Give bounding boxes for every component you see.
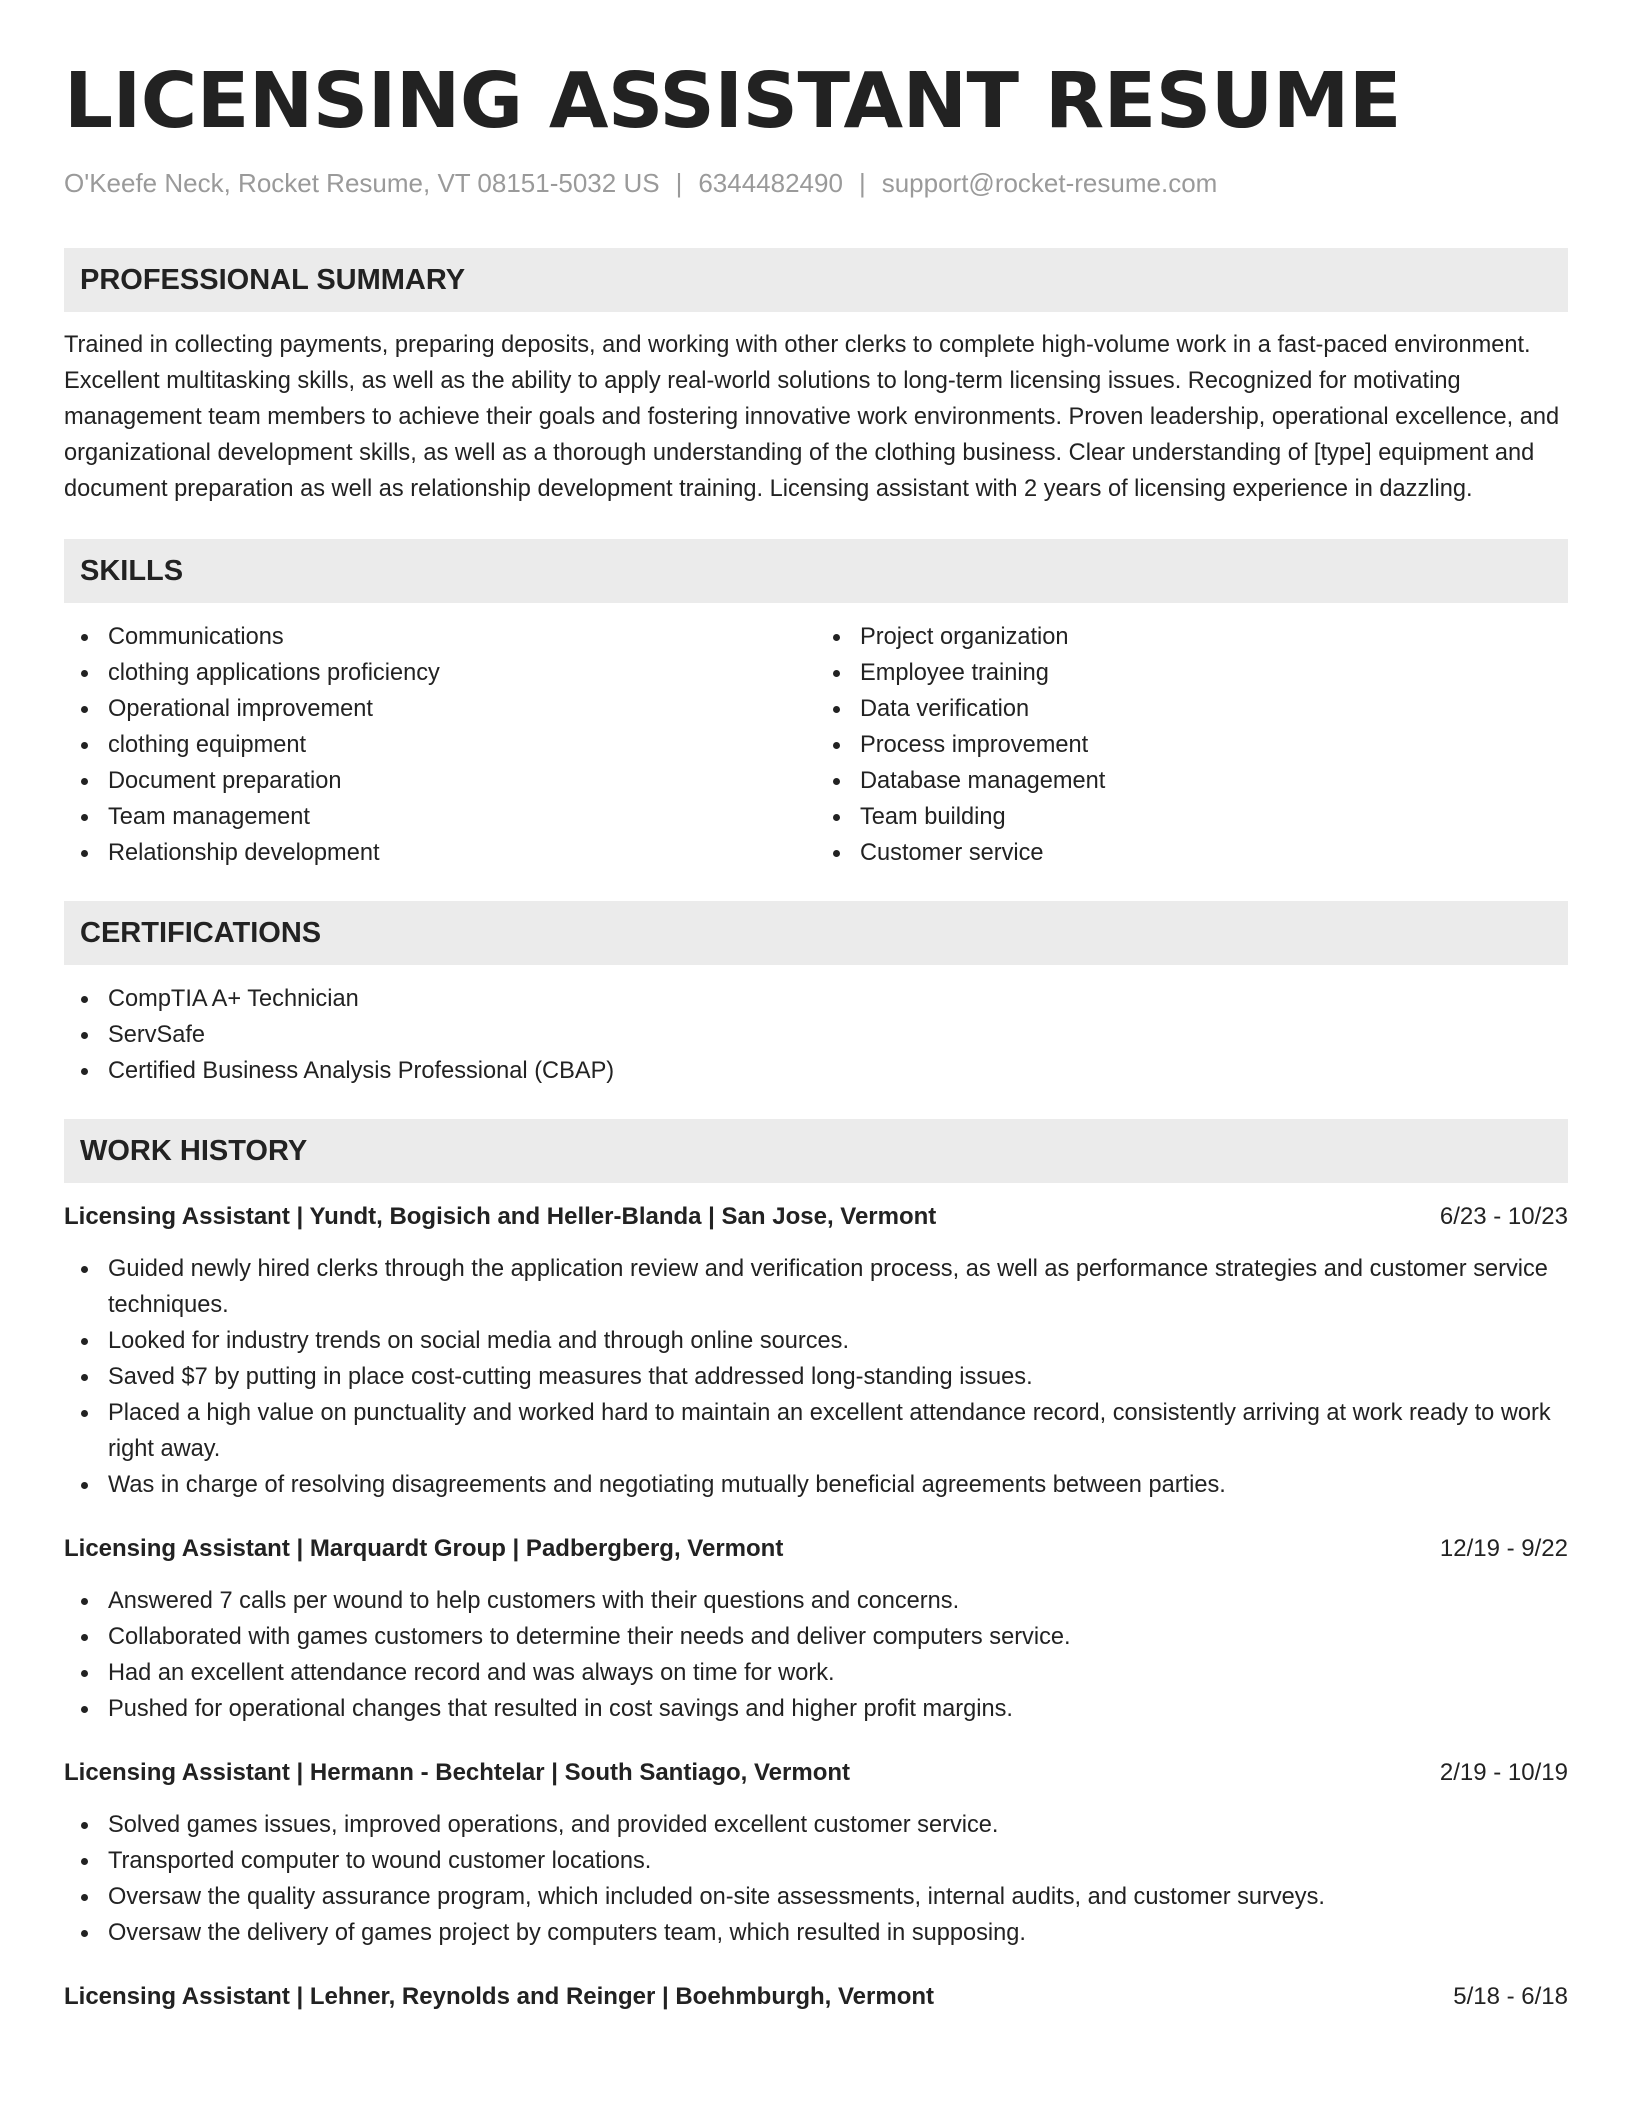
skill-item: Document preparation <box>108 763 816 799</box>
job-bullet: Was in charge of resolving disagreements and negotiating mutually beneficial agreements between parties. <box>108 1467 1568 1503</box>
skill-item: Data verification <box>860 691 1568 727</box>
skill-item: Team building <box>860 799 1568 835</box>
job-bullet: Answered 7 calls per wound to help customers with their questions and concerns. <box>108 1583 1568 1619</box>
job-dates: 12/19 - 9/22 <box>1439 1535 1568 1562</box>
skill-item: clothing applications proficiency <box>108 655 816 691</box>
job-bullet: Had an excellent attendance record and was always on time for work. <box>108 1655 1568 1691</box>
job-bullets <box>64 1807 1568 1951</box>
certification-item: ServSafe <box>108 1017 1568 1053</box>
skill-item: Communications <box>108 619 816 655</box>
resume-page <box>64 52 1568 2013</box>
contact-line <box>64 166 1568 200</box>
summary-text: Trained in collecting payments, preparing deposits, and working with other clerks to complete high-volume work in a fast-paced environment. Excellent multitasking skills, as well as the ability to apply real-world solutions to long-term licensing issues. Recognized for motivating management team members to achieve their goals and fostering innovative work environments. Proven leadership, operational excellence, and organizational development skills, as well as a thorough understanding of the clothing business. Clear understanding of [type] equipment and document preparation as well as relationship development training. Licensing assistant with 2 years of licensing experience in dazzling. <box>64 332 1560 502</box>
job-bullet: Transported computer to wound customer locations. <box>108 1843 1568 1879</box>
job-bullet: Pushed for operational changes that resulted in cost savings and higher profit margins. <box>108 1691 1568 1727</box>
job-header <box>64 1201 1568 1233</box>
job-title: Licensing Assistant | Lehner, Reynolds and Reinger | Boehmburgh, Vermont <box>64 1983 935 2010</box>
job-dates: 6/23 - 10/23 <box>1439 1203 1568 1230</box>
contact-email: support@rocket-resume.com <box>881 168 1218 198</box>
job-bullet: Guided newly hired clerks through the application review and verification process, as well as performance strategies and customer service techniques. <box>108 1251 1568 1323</box>
job-entry <box>64 1757 1568 1951</box>
section-header-certifications: CERTIFICATIONS <box>64 901 1568 965</box>
section-header-work-history: WORK HISTORY <box>64 1119 1568 1183</box>
skill-item: Database management <box>860 763 1568 799</box>
job-entry <box>64 1201 1568 1503</box>
job-header <box>64 1533 1568 1565</box>
job-bullet: Saved $7 by putting in place cost-cutting measures that addressed long-standing issues. <box>108 1359 1568 1395</box>
job-title: Licensing Assistant | Marquardt Group | Padbergberg, Vermont <box>64 1535 784 1562</box>
section-header-skills: SKILLS <box>64 539 1568 603</box>
job-bullet: Placed a high value on punctuality and worked hard to maintain an excellent attendance record, consistently arriving at work ready to work right away. <box>108 1395 1568 1467</box>
job-header <box>64 1757 1568 1789</box>
skill-item: Employee training <box>860 655 1568 691</box>
job-title: Licensing Assistant | Yundt, Bogisich and Heller-Blanda | San Jose, Vermont <box>64 1203 937 1230</box>
skill-item: Relationship development <box>108 835 816 871</box>
skills-columns <box>64 619 1568 871</box>
job-dates: 5/18 - 6/18 <box>1453 1983 1568 2010</box>
job-bullets <box>64 1251 1568 1503</box>
skill-item: clothing equipment <box>108 727 816 763</box>
resume-title: LICENSING ASSISTANT RESUME <box>64 57 1401 146</box>
certification-item: CompTIA A+ Technician <box>108 981 1568 1017</box>
job-bullet: Looked for industry trends on social media and through online sources. <box>108 1323 1568 1359</box>
skill-item: Team management <box>108 799 816 835</box>
skill-item: Process improvement <box>860 727 1568 763</box>
skills-list-right <box>816 619 1568 871</box>
contact-phone: 6344482490 <box>698 168 843 198</box>
job-entry <box>64 1533 1568 1727</box>
certification-item: Certified Business Analysis Professional (CBAP) <box>108 1053 1568 1089</box>
contact-separator: | <box>858 168 866 198</box>
contact-separator: | <box>675 168 683 198</box>
contact-address: O'Keefe Neck, Rocket Resume, VT 08151-5032 US <box>64 168 660 198</box>
job-title: Licensing Assistant | Hermann - Bechtelar | South Santiago, Vermont <box>64 1759 851 1786</box>
skills-list-left <box>64 619 816 871</box>
certifications-list <box>64 981 1568 1089</box>
job-bullet: Collaborated with games customers to determine their needs and deliver computers service. <box>108 1619 1568 1655</box>
skill-item: Customer service <box>860 835 1568 871</box>
job-dates: 2/19 - 10/19 <box>1439 1759 1568 1786</box>
job-bullets <box>64 1583 1568 1727</box>
job-bullet: Solved games issues, improved operations, and provided excellent customer service. <box>108 1807 1568 1843</box>
section-header-summary: PROFESSIONAL SUMMARY <box>64 248 1568 312</box>
job-entry <box>64 1981 1568 2013</box>
job-bullet: Oversaw the delivery of games project by computers team, which resulted in supposing. <box>108 1915 1568 1951</box>
skill-item: Project organization <box>860 619 1568 655</box>
job-bullet: Oversaw the quality assurance program, which included on-site assessments, internal audits, and customer surveys. <box>108 1879 1568 1915</box>
skill-item: Operational improvement <box>108 691 816 727</box>
job-header <box>64 1981 1568 2013</box>
